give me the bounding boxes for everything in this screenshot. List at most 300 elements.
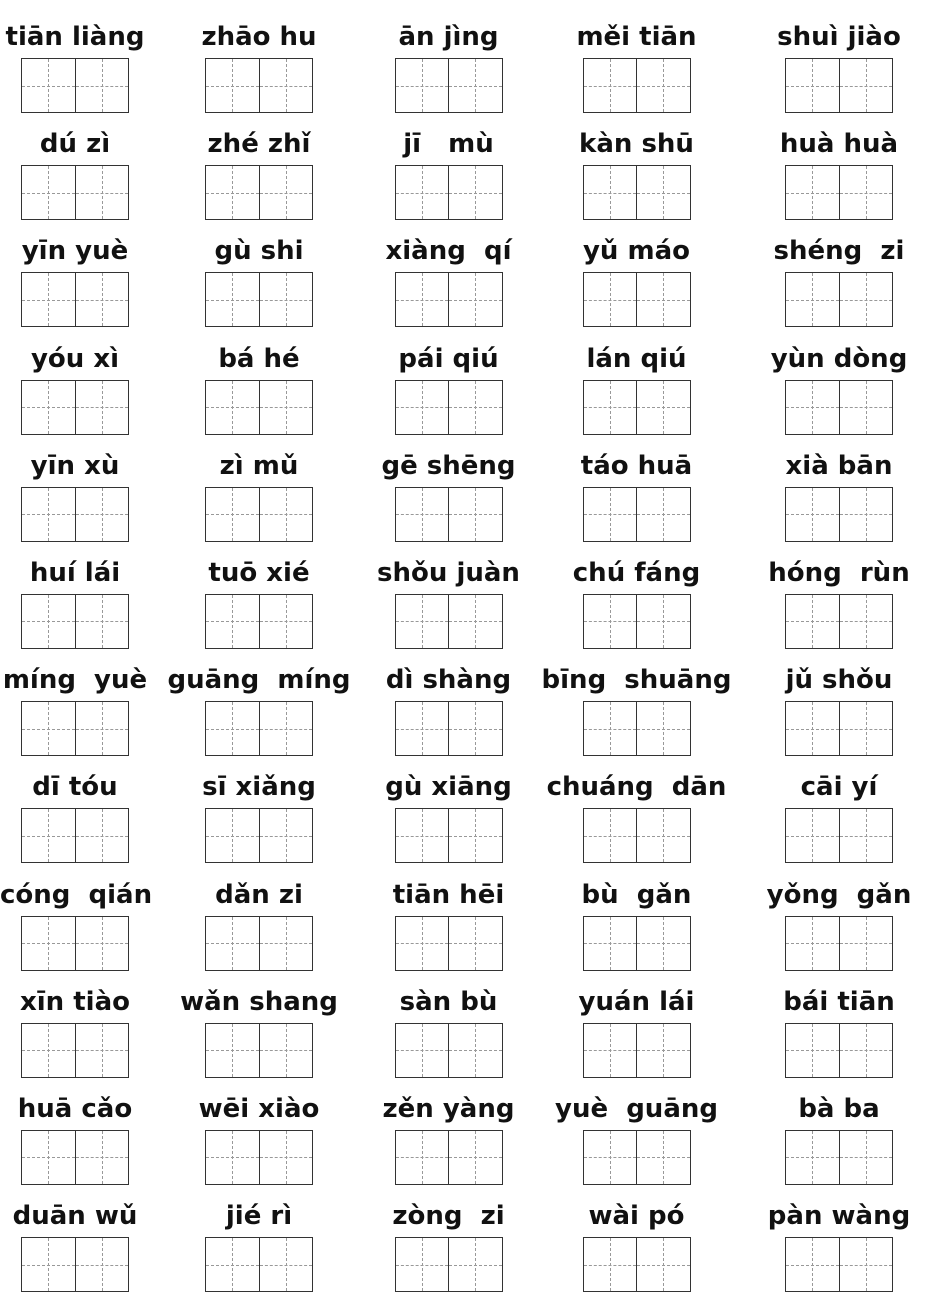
character-box[interactable] bbox=[448, 1131, 502, 1184]
pinyin-label: yùn dòng bbox=[770, 343, 908, 374]
character-box[interactable] bbox=[636, 59, 690, 112]
writing-grid[interactable] bbox=[785, 808, 893, 863]
writing-grid[interactable] bbox=[583, 808, 691, 863]
character-box[interactable] bbox=[259, 917, 313, 970]
writing-grid[interactable] bbox=[583, 1023, 691, 1078]
writing-grid[interactable] bbox=[205, 808, 313, 863]
pinyin-label: xià bān bbox=[785, 450, 893, 481]
word-cell bbox=[150, 8, 368, 115]
pinyin-label: wǎn shang bbox=[180, 986, 338, 1017]
pinyin-label: kàn shū bbox=[579, 129, 694, 160]
pinyin-label: zhāo hu bbox=[201, 22, 317, 52]
writing-grid[interactable] bbox=[21, 380, 129, 435]
pinyin-label: wài pó bbox=[588, 1201, 685, 1232]
character-box[interactable] bbox=[206, 1024, 259, 1077]
word-cell bbox=[0, 330, 150, 437]
writing-grid[interactable] bbox=[205, 1237, 313, 1292]
writing-grid[interactable] bbox=[785, 380, 893, 435]
character-box[interactable] bbox=[206, 595, 259, 648]
pinyin-label: dú zì bbox=[39, 129, 111, 160]
word-cell bbox=[368, 115, 529, 222]
pinyin-label: zì mǔ bbox=[219, 450, 299, 481]
pinyin-label: bái tiān bbox=[783, 986, 895, 1017]
pinyin-label: chuáng dān bbox=[546, 772, 727, 803]
character-box[interactable] bbox=[22, 166, 75, 219]
character-box[interactable] bbox=[584, 809, 637, 862]
character-box[interactable] bbox=[448, 809, 502, 862]
writing-grid[interactable] bbox=[785, 1130, 893, 1185]
character-box[interactable] bbox=[396, 1024, 449, 1077]
pinyin-label: shuì jiào bbox=[777, 22, 901, 52]
word-cell bbox=[744, 437, 934, 544]
character-box[interactable] bbox=[636, 809, 690, 862]
writing-grid[interactable] bbox=[205, 58, 313, 113]
word-cell bbox=[0, 973, 150, 1080]
character-box[interactable] bbox=[786, 1131, 839, 1184]
character-box[interactable] bbox=[786, 273, 839, 326]
character-box[interactable] bbox=[636, 1024, 690, 1077]
writing-grid[interactable] bbox=[785, 1023, 893, 1078]
character-box[interactable] bbox=[839, 1238, 893, 1291]
word-cell bbox=[744, 1080, 934, 1187]
writing-grid[interactable] bbox=[785, 165, 893, 220]
pinyin-label: bīng shuāng bbox=[541, 665, 732, 696]
pinyin-label: xīn tiào bbox=[20, 986, 130, 1017]
pinyin-label: gē shēng bbox=[381, 450, 516, 481]
word-cell bbox=[150, 1080, 368, 1187]
writing-grid[interactable] bbox=[583, 380, 691, 435]
character-box[interactable] bbox=[584, 1024, 637, 1077]
pinyin-label: cóng qián bbox=[0, 879, 153, 910]
character-box[interactable] bbox=[259, 809, 313, 862]
writing-grid[interactable] bbox=[21, 594, 129, 649]
pinyin-label: gù xiāng bbox=[385, 772, 512, 803]
character-box[interactable] bbox=[206, 809, 259, 862]
character-box[interactable] bbox=[636, 273, 690, 326]
character-box[interactable] bbox=[75, 809, 129, 862]
word-cell bbox=[744, 1187, 934, 1294]
writing-grid[interactable] bbox=[395, 272, 503, 327]
word-cell bbox=[368, 651, 529, 758]
character-box[interactable] bbox=[206, 59, 259, 112]
character-box[interactable] bbox=[22, 702, 75, 755]
character-box[interactable] bbox=[75, 1024, 129, 1077]
writing-grid[interactable] bbox=[21, 808, 129, 863]
character-box[interactable] bbox=[448, 166, 502, 219]
word-cell bbox=[529, 544, 744, 651]
character-box[interactable] bbox=[839, 702, 893, 755]
word-cell bbox=[0, 115, 150, 222]
character-box[interactable] bbox=[584, 273, 637, 326]
word-cell bbox=[0, 1080, 150, 1187]
writing-grid[interactable] bbox=[205, 701, 313, 756]
character-box[interactable] bbox=[448, 273, 502, 326]
writing-grid[interactable] bbox=[785, 594, 893, 649]
pinyin-label: huà huà bbox=[779, 129, 899, 160]
character-box[interactable] bbox=[786, 809, 839, 862]
word-cell bbox=[529, 115, 744, 222]
word-cell bbox=[529, 758, 744, 865]
word-cell bbox=[529, 1187, 744, 1294]
word-cell bbox=[529, 1080, 744, 1187]
character-box[interactable] bbox=[584, 381, 637, 434]
pinyin-label: yóu xì bbox=[30, 343, 120, 374]
writing-grid[interactable] bbox=[205, 380, 313, 435]
character-box[interactable] bbox=[22, 59, 75, 112]
character-box[interactable] bbox=[259, 488, 313, 541]
pinyin-label: dī tóu bbox=[32, 772, 118, 803]
character-box[interactable] bbox=[786, 917, 839, 970]
character-box[interactable] bbox=[786, 59, 839, 112]
pinyin-label: yǒng gǎn bbox=[766, 879, 912, 910]
character-box[interactable] bbox=[584, 166, 637, 219]
character-box[interactable] bbox=[636, 917, 690, 970]
pinyin-label: sī xiǎng bbox=[202, 772, 316, 803]
word-cell bbox=[368, 1080, 529, 1187]
character-box[interactable] bbox=[259, 381, 313, 434]
character-box[interactable] bbox=[396, 809, 449, 862]
character-box[interactable] bbox=[636, 702, 690, 755]
writing-grid[interactable] bbox=[205, 272, 313, 327]
pinyin-label: jǔ shǒu bbox=[785, 665, 893, 696]
writing-grid[interactable] bbox=[21, 487, 129, 542]
writing-grid[interactable] bbox=[395, 1237, 503, 1292]
character-box[interactable] bbox=[22, 917, 75, 970]
character-box[interactable] bbox=[636, 488, 690, 541]
word-cell bbox=[529, 330, 744, 437]
pinyin-label: wēi xiào bbox=[198, 1093, 320, 1124]
word-cell bbox=[150, 758, 368, 865]
character-box[interactable] bbox=[396, 1131, 449, 1184]
writing-grid[interactable] bbox=[395, 594, 503, 649]
character-box[interactable] bbox=[448, 702, 502, 755]
pinyin-label: chú fáng bbox=[572, 557, 701, 588]
word-cell bbox=[744, 651, 934, 758]
pinyin-label: yīn xù bbox=[30, 450, 120, 481]
writing-grid[interactable] bbox=[21, 165, 129, 220]
pinyin-label: jié rì bbox=[225, 1201, 293, 1232]
character-box[interactable] bbox=[75, 166, 129, 219]
writing-grid[interactable] bbox=[583, 1130, 691, 1185]
word-cell bbox=[744, 758, 934, 865]
character-box[interactable] bbox=[75, 273, 129, 326]
pinyin-label: bù gǎn bbox=[581, 879, 692, 910]
word-cell bbox=[368, 866, 529, 973]
word-cell bbox=[529, 973, 744, 1080]
writing-grid[interactable] bbox=[583, 487, 691, 542]
character-box[interactable] bbox=[636, 595, 690, 648]
character-box[interactable] bbox=[839, 488, 893, 541]
character-box[interactable] bbox=[396, 702, 449, 755]
character-box[interactable] bbox=[636, 166, 690, 219]
character-box[interactable] bbox=[396, 59, 449, 112]
pinyin-label: yuè guāng bbox=[555, 1093, 718, 1124]
pinyin-label: jī mù bbox=[403, 129, 494, 160]
character-box[interactable] bbox=[839, 166, 893, 219]
pinyin-label: hóng rùn bbox=[768, 557, 910, 588]
pinyin-label: dì shàng bbox=[385, 665, 512, 696]
word-cell bbox=[0, 758, 150, 865]
character-box[interactable] bbox=[448, 1024, 502, 1077]
character-box[interactable] bbox=[22, 1024, 75, 1077]
character-box[interactable] bbox=[206, 1238, 259, 1291]
writing-grid[interactable] bbox=[21, 916, 129, 971]
character-box[interactable] bbox=[259, 1024, 313, 1077]
character-box[interactable] bbox=[206, 166, 259, 219]
character-box[interactable] bbox=[396, 381, 449, 434]
word-cell bbox=[368, 973, 529, 1080]
pinyin-label: pàn wàng bbox=[767, 1201, 911, 1232]
character-box[interactable] bbox=[448, 917, 502, 970]
pinyin-label: bà ba bbox=[798, 1093, 880, 1124]
pinyin-label: tuō xié bbox=[208, 557, 310, 588]
character-box[interactable] bbox=[206, 488, 259, 541]
word-cell bbox=[368, 330, 529, 437]
pinyin-label: huí lái bbox=[29, 557, 121, 588]
word-cell bbox=[744, 8, 934, 115]
word-cell bbox=[368, 544, 529, 651]
word-cell bbox=[744, 115, 934, 222]
character-box[interactable] bbox=[396, 595, 449, 648]
character-box[interactable] bbox=[75, 59, 129, 112]
writing-grid[interactable] bbox=[785, 58, 893, 113]
character-box[interactable] bbox=[839, 917, 893, 970]
pinyin-label: duān wǔ bbox=[12, 1201, 138, 1232]
pinyin-label: zhé zhǐ bbox=[207, 129, 311, 160]
word-cell bbox=[368, 1187, 529, 1294]
character-box[interactable] bbox=[636, 1238, 690, 1291]
character-box[interactable] bbox=[396, 273, 449, 326]
pinyin-label: táo huā bbox=[580, 450, 693, 481]
writing-grid[interactable] bbox=[395, 58, 503, 113]
character-box[interactable] bbox=[206, 1131, 259, 1184]
character-box[interactable] bbox=[259, 1131, 313, 1184]
writing-grid[interactable] bbox=[21, 58, 129, 113]
writing-grid[interactable] bbox=[205, 1023, 313, 1078]
character-box[interactable] bbox=[206, 702, 259, 755]
character-box[interactable] bbox=[839, 59, 893, 112]
writing-grid[interactable] bbox=[205, 487, 313, 542]
character-box[interactable] bbox=[22, 1238, 75, 1291]
writing-grid[interactable] bbox=[205, 916, 313, 971]
word-cell bbox=[529, 437, 744, 544]
character-box[interactable] bbox=[259, 1238, 313, 1291]
pinyin-label: dǎn zi bbox=[215, 879, 303, 910]
writing-grid[interactable] bbox=[21, 1023, 129, 1078]
word-cell bbox=[150, 651, 368, 758]
pinyin-label: měi tiān bbox=[576, 22, 697, 52]
character-box[interactable] bbox=[22, 595, 75, 648]
pinyin-label: xiàng qí bbox=[385, 236, 512, 267]
writing-grid[interactable] bbox=[395, 1130, 503, 1185]
writing-grid[interactable] bbox=[21, 1237, 129, 1292]
pinyin-label: shǒu juàn bbox=[377, 557, 520, 588]
character-box[interactable] bbox=[75, 381, 129, 434]
character-box[interactable] bbox=[786, 702, 839, 755]
word-cell bbox=[150, 437, 368, 544]
word-cell bbox=[744, 866, 934, 973]
word-cell bbox=[0, 651, 150, 758]
pinyin-label: shéng zi bbox=[773, 236, 905, 267]
writing-grid[interactable] bbox=[395, 165, 503, 220]
character-box[interactable] bbox=[584, 595, 637, 648]
character-box[interactable] bbox=[259, 273, 313, 326]
pinyin-label: pái qiú bbox=[398, 343, 499, 374]
word-cell bbox=[529, 651, 744, 758]
writing-grid[interactable] bbox=[583, 58, 691, 113]
word-cell bbox=[150, 973, 368, 1080]
character-box[interactable] bbox=[75, 702, 129, 755]
word-cell bbox=[0, 437, 150, 544]
character-box[interactable] bbox=[259, 166, 313, 219]
writing-grid[interactable] bbox=[21, 1130, 129, 1185]
character-box[interactable] bbox=[75, 1238, 129, 1291]
character-box[interactable] bbox=[75, 488, 129, 541]
writing-grid[interactable] bbox=[583, 272, 691, 327]
character-box[interactable] bbox=[22, 1131, 75, 1184]
character-box[interactable] bbox=[786, 381, 839, 434]
pinyin-label: cāi yí bbox=[800, 772, 878, 803]
pinyin-label: huā cǎo bbox=[17, 1093, 133, 1124]
character-box[interactable] bbox=[448, 488, 502, 541]
character-box[interactable] bbox=[636, 381, 690, 434]
pinyin-label: yīn yuè bbox=[21, 236, 129, 267]
word-cell bbox=[744, 973, 934, 1080]
pinyin-label: tiān liàng bbox=[5, 22, 145, 52]
word-cell bbox=[744, 544, 934, 651]
pinyin-label: míng yuè bbox=[2, 665, 148, 696]
writing-grid[interactable] bbox=[583, 1237, 691, 1292]
writing-grid[interactable] bbox=[395, 808, 503, 863]
pinyin-label: zěn yàng bbox=[382, 1093, 515, 1124]
writing-grid[interactable] bbox=[205, 165, 313, 220]
word-cell bbox=[0, 8, 150, 115]
word-cell bbox=[368, 8, 529, 115]
pinyin-label: gù shi bbox=[214, 236, 304, 267]
writing-grid[interactable] bbox=[785, 487, 893, 542]
writing-grid[interactable] bbox=[785, 916, 893, 971]
writing-grid[interactable] bbox=[583, 165, 691, 220]
word-cell bbox=[744, 222, 934, 329]
character-box[interactable] bbox=[206, 917, 259, 970]
writing-grid[interactable] bbox=[395, 701, 503, 756]
character-box[interactable] bbox=[448, 381, 502, 434]
character-box[interactable] bbox=[584, 702, 637, 755]
character-box[interactable] bbox=[259, 59, 313, 112]
word-cell bbox=[150, 115, 368, 222]
word-cell bbox=[0, 544, 150, 651]
word-cell bbox=[150, 222, 368, 329]
character-box[interactable] bbox=[396, 1238, 449, 1291]
writing-grid[interactable] bbox=[395, 916, 503, 971]
character-box[interactable] bbox=[448, 595, 502, 648]
character-box[interactable] bbox=[584, 1238, 637, 1291]
writing-grid[interactable] bbox=[205, 594, 313, 649]
word-cell bbox=[368, 437, 529, 544]
word-cell bbox=[744, 330, 934, 437]
character-box[interactable] bbox=[22, 381, 75, 434]
word-cell bbox=[368, 222, 529, 329]
character-box[interactable] bbox=[584, 59, 637, 112]
word-cell bbox=[150, 1187, 368, 1294]
character-box[interactable] bbox=[584, 917, 637, 970]
character-box[interactable] bbox=[448, 1238, 502, 1291]
pinyin-label: yuán lái bbox=[578, 986, 695, 1017]
character-box[interactable] bbox=[786, 166, 839, 219]
character-box[interactable] bbox=[396, 166, 449, 219]
writing-grid[interactable] bbox=[395, 487, 503, 542]
word-cell bbox=[368, 758, 529, 865]
pinyin-label: yǔ máo bbox=[582, 236, 690, 267]
character-box[interactable] bbox=[206, 381, 259, 434]
character-box[interactable] bbox=[584, 488, 637, 541]
character-box[interactable] bbox=[636, 1131, 690, 1184]
word-cell bbox=[150, 544, 368, 651]
character-box[interactable] bbox=[206, 273, 259, 326]
character-box[interactable] bbox=[839, 1024, 893, 1077]
character-box[interactable] bbox=[786, 1238, 839, 1291]
character-box[interactable] bbox=[396, 917, 449, 970]
writing-grid[interactable] bbox=[21, 701, 129, 756]
writing-grid[interactable] bbox=[785, 272, 893, 327]
word-cell bbox=[150, 866, 368, 973]
pinyin-label: ān jìng bbox=[398, 22, 499, 52]
word-cell bbox=[529, 866, 744, 973]
pinyin-label: guāng míng bbox=[167, 665, 351, 696]
character-box[interactable] bbox=[75, 595, 129, 648]
character-box[interactable] bbox=[259, 595, 313, 648]
character-box[interactable] bbox=[22, 809, 75, 862]
character-box[interactable] bbox=[259, 702, 313, 755]
writing-grid[interactable] bbox=[395, 380, 503, 435]
character-box[interactable] bbox=[839, 595, 893, 648]
writing-grid[interactable] bbox=[785, 1237, 893, 1292]
character-box[interactable] bbox=[448, 59, 502, 112]
word-cell bbox=[150, 330, 368, 437]
writing-grid[interactable] bbox=[583, 594, 691, 649]
character-box[interactable] bbox=[22, 488, 75, 541]
character-box[interactable] bbox=[786, 488, 839, 541]
character-box[interactable] bbox=[786, 1024, 839, 1077]
pinyin-label: lán qiú bbox=[586, 343, 687, 374]
pinyin-label: bá hé bbox=[218, 343, 300, 374]
word-cell bbox=[0, 866, 153, 973]
word-cell bbox=[529, 8, 744, 115]
writing-grid[interactable] bbox=[583, 916, 691, 971]
character-box[interactable] bbox=[396, 488, 449, 541]
word-cell bbox=[0, 1187, 150, 1294]
writing-grid[interactable] bbox=[785, 701, 893, 756]
character-box[interactable] bbox=[584, 1131, 637, 1184]
writing-grid[interactable] bbox=[21, 272, 129, 327]
writing-grid[interactable] bbox=[395, 1023, 503, 1078]
character-box[interactable] bbox=[75, 1131, 129, 1184]
pinyin-label: tiān hēi bbox=[392, 879, 505, 910]
character-box[interactable] bbox=[786, 595, 839, 648]
writing-grid[interactable] bbox=[583, 701, 691, 756]
word-cell bbox=[529, 222, 744, 329]
character-box[interactable] bbox=[839, 809, 893, 862]
character-box[interactable] bbox=[839, 1131, 893, 1184]
pinyin-label: sàn bù bbox=[399, 986, 498, 1017]
character-box[interactable] bbox=[75, 917, 129, 970]
writing-grid[interactable] bbox=[205, 1130, 313, 1185]
character-box[interactable] bbox=[22, 273, 75, 326]
character-box[interactable] bbox=[839, 381, 893, 434]
pinyin-label: zòng zi bbox=[392, 1201, 505, 1232]
character-box[interactable] bbox=[839, 273, 893, 326]
word-cell bbox=[0, 222, 150, 329]
